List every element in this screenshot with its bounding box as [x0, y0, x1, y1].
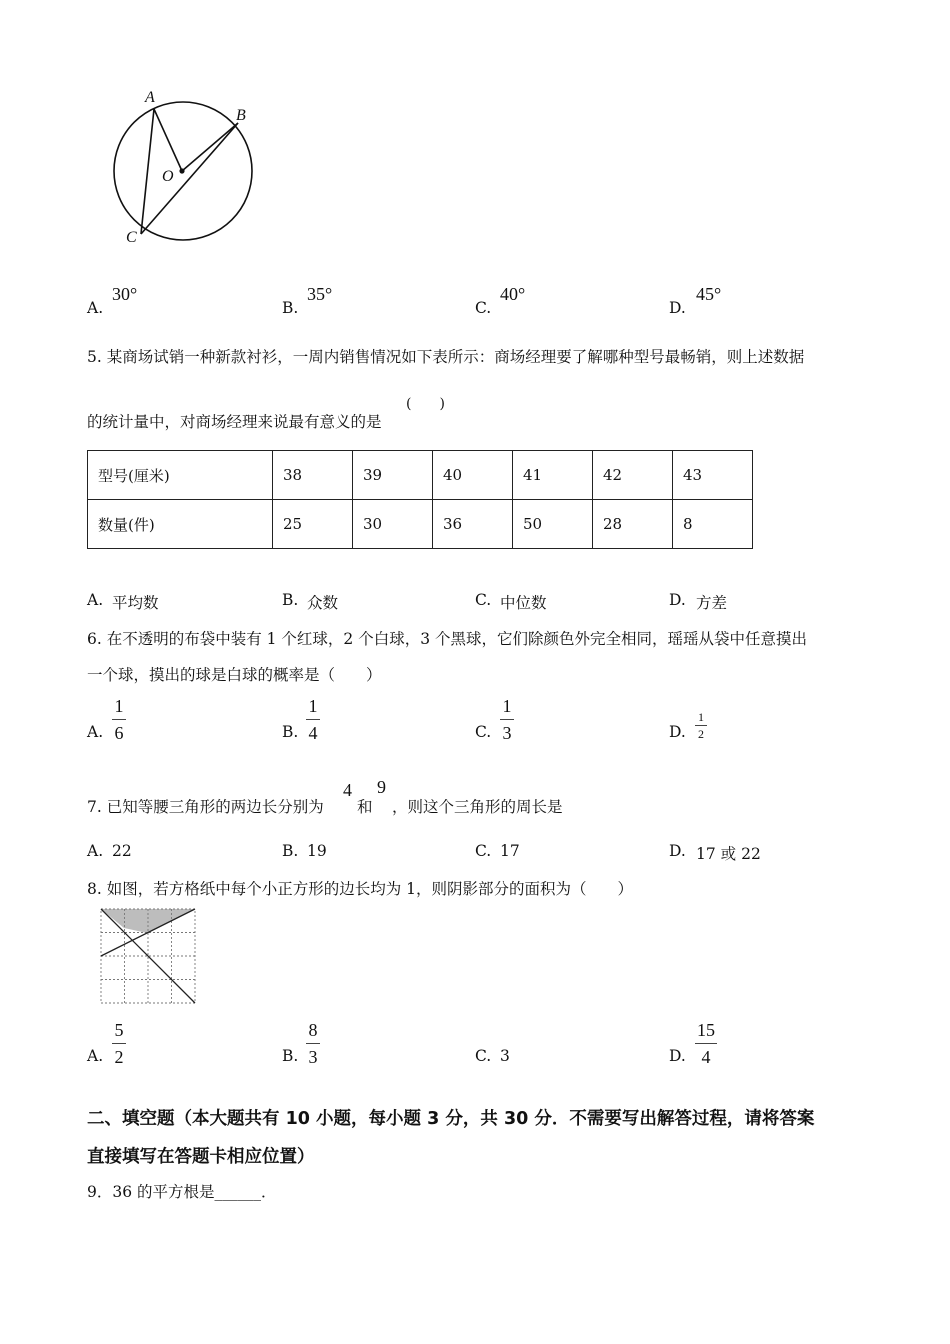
- fraction-denominator: 2: [114, 1047, 124, 1067]
- q4-option-c-label: C.: [475, 299, 492, 317]
- q5-option-b-label: B.: [282, 591, 299, 609]
- fraction-numerator: 5: [114, 1020, 124, 1040]
- q5-option-a-text: 平均数: [112, 594, 159, 612]
- q7-option-c-label: C.: [475, 842, 492, 860]
- q6-option-c-fraction: [500, 697, 514, 742]
- q7-and: 和: [357, 798, 373, 816]
- fraction-numerator: 1: [502, 696, 512, 716]
- table-cell: 50: [513, 500, 593, 549]
- fraction-denominator: 6: [114, 723, 124, 743]
- q4-option-b-label: B.: [282, 299, 299, 317]
- fraction-numerator: 1: [308, 696, 318, 716]
- q7-stem-prefix: 7. 已知等腰三角形的两边长分别为: [87, 798, 324, 816]
- q7-value-b: 9: [377, 777, 386, 797]
- table-cell: 42: [593, 451, 673, 500]
- chord-bc: [141, 123, 238, 234]
- table-cell: 41: [513, 451, 593, 500]
- center-point: [179, 168, 184, 173]
- q6-option-b-label: B.: [282, 723, 299, 741]
- q5-stem-line1: 5. 某商场试销一种新款衬衫，一周内销售情况如下表所示：商场经理要了解哪种型号最畅销，则上述数据: [87, 348, 805, 366]
- table-cell: 25: [273, 500, 353, 549]
- q7-option-b-label: B.: [282, 842, 299, 860]
- q8-stem: 8. 如图，若方格纸中每个小正方形的边长均为 1，则阴影部分的面积为（ ）: [87, 880, 634, 898]
- label-o: O: [162, 168, 174, 185]
- q5-option-c-text: 中位数: [500, 594, 547, 612]
- fraction-denominator: 3: [308, 1047, 318, 1067]
- q6-option-a-fraction: [112, 697, 126, 742]
- q8-option-d-label: D.: [669, 1047, 686, 1065]
- table-cell: 8: [673, 500, 753, 549]
- q5-bracket: ( ): [406, 396, 445, 412]
- q4-option-b-value: 35°: [307, 284, 333, 304]
- q8-option-b-fraction: [306, 1021, 320, 1066]
- label-a: A: [145, 89, 155, 106]
- q4-option-a-value: 30°: [112, 284, 138, 304]
- q5-stem-line2: 的统计量中，对商场经理来说最有意义的是: [87, 413, 382, 431]
- q8-option-c-label: C.: [475, 1047, 492, 1065]
- q7-option-a-text: 22: [112, 842, 132, 860]
- q6-option-c-label: C.: [475, 723, 492, 741]
- q7-value-a: 4: [343, 780, 352, 800]
- section-2-heading-line1: 二、填空题（本大题共有 10 小题，每小题 3 分，共 30 分．不需要写出解答过程，请将答案: [87, 1109, 815, 1129]
- q6-option-d-label: D.: [669, 723, 686, 741]
- table-cell: 28: [593, 500, 673, 549]
- label-b: B: [236, 107, 246, 124]
- segment-ob: [182, 123, 238, 171]
- q5-option-c-label: C.: [475, 591, 492, 609]
- table-cell: 30: [353, 500, 433, 549]
- table-header-size: 型号(厘米): [88, 451, 273, 500]
- table-cell: 38: [273, 451, 353, 500]
- q6-option-b-fraction: [306, 697, 320, 742]
- chord-ac: [141, 109, 154, 234]
- q7-option-d-text: 17 或 22: [696, 845, 761, 863]
- q4-option-d-value: 45°: [696, 284, 722, 304]
- q5-option-b-text: 众数: [307, 594, 339, 612]
- q5-option-a-label: A.: [87, 591, 104, 609]
- table-cell: 40: [433, 451, 513, 500]
- q7-option-c-text: 17: [500, 842, 520, 860]
- q7-stem-suffix: ，则这个三角形的周长是: [392, 798, 563, 816]
- q8-option-a-label: A.: [87, 1047, 104, 1065]
- fraction-denominator: 4: [308, 723, 318, 743]
- table-cell: 39: [353, 451, 433, 500]
- q8-option-b-label: B.: [282, 1047, 299, 1065]
- table-row: [88, 500, 753, 549]
- q7-option-d-label: D.: [669, 842, 686, 860]
- fraction-numerator: 8: [308, 1020, 318, 1040]
- q5-option-d-text: 方差: [696, 594, 728, 612]
- label-c: C: [126, 229, 137, 246]
- q6-option-d-fraction: [695, 711, 707, 740]
- table-row: [88, 451, 753, 500]
- fraction-numerator: 1: [114, 696, 124, 716]
- q7-option-b-text: 19: [307, 842, 327, 860]
- fraction-denominator: 4: [701, 1047, 711, 1067]
- q6-option-a-label: A.: [87, 723, 104, 741]
- q6-stem-line2: 一个球，摸出的球是白球的概率是（ ）: [87, 666, 382, 684]
- table-cell: 43: [673, 451, 753, 500]
- sales-table: [87, 450, 753, 549]
- fraction-denominator: 3: [502, 723, 512, 743]
- fraction-numerator: 1: [698, 710, 704, 724]
- q8-option-a-fraction: [112, 1021, 126, 1066]
- table-header-quantity: 数量(件): [88, 500, 273, 549]
- q9-stem: 9．36 的平方根是______．: [87, 1183, 277, 1201]
- section-2-heading-line2: 直接填写在答题卡相应位置）: [87, 1147, 315, 1167]
- fraction-denominator: 2: [698, 727, 704, 741]
- grid-figure: [98, 906, 200, 1008]
- q5-option-d-label: D.: [669, 591, 686, 609]
- q6-stem-line1: 6. 在不透明的布袋中装有 1 个红球，2 个白球，3 个黑球，它们除颜色外完全相同，瑶瑶从袋中任意摸出: [87, 630, 808, 648]
- radius-ao: [154, 109, 182, 171]
- q4-option-c-value: 40°: [500, 284, 526, 304]
- q4-option-a-label: A.: [87, 299, 104, 317]
- q7-option-a-label: A.: [87, 842, 104, 860]
- q8-option-c-text: 3: [500, 1047, 510, 1065]
- table-cell: 36: [433, 500, 513, 549]
- q8-option-d-fraction: [695, 1021, 717, 1066]
- fraction-numerator: 15: [697, 1020, 715, 1040]
- q4-option-d-label: D.: [669, 299, 686, 317]
